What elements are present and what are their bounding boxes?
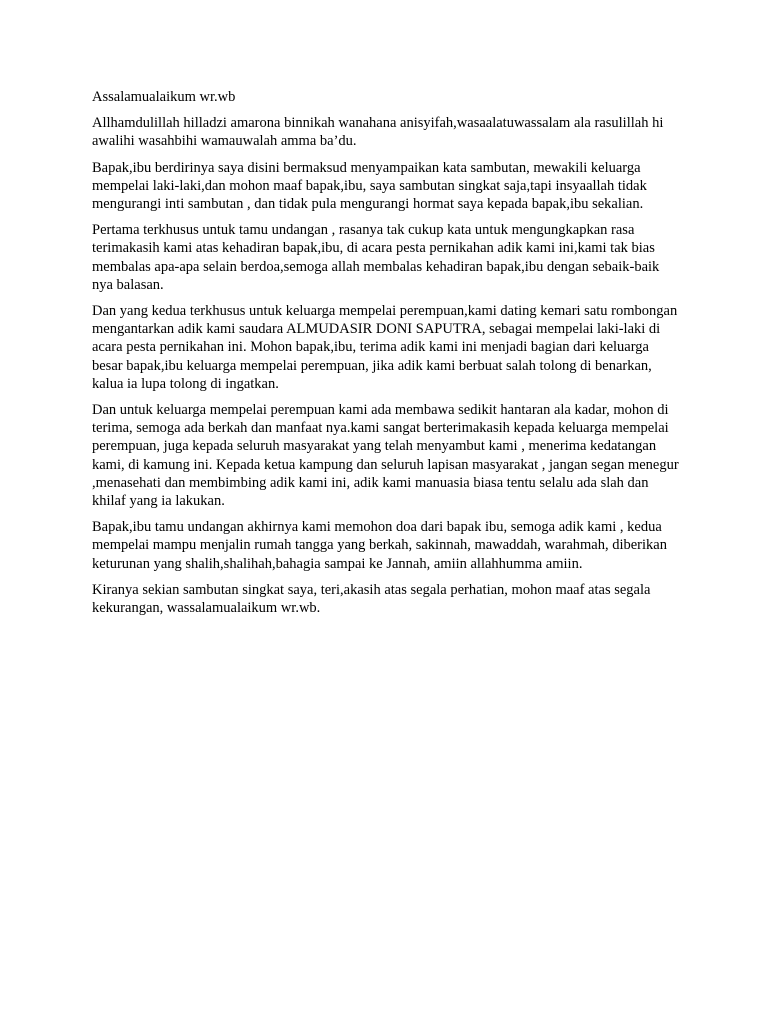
prayer-request-paragraph: Bapak,ibu tamu undangan akhirnya kami memohon doa dari bapak ibu, semoga adik kami , kedua mempelai mampu menjalin rumah tangga yang berkah, sakinnah, mawaddah, warahmah, diberikan keturunan yang shalih,shalihah,bahagia sampai ke Jannah, amiin allahhumma amiin. — [92, 519, 667, 572]
gifts-community-paragraph: Dan untuk keluarga mempelai perempuan kami ada membawa sedikit hantaran ala kadar, mohon di terima, semoga ada berkah dan manfaat nya.kami sangat berterimakasih kepada keluarga mempelai perempuan, juga kepada seluruh masyarakat yang telah menyambut kami , menerima kedatangan kami, di kamung ini. Kepada ketua kampung dan seluruh lapisan masyarakat , jangan segan menegur ,menasehati dan membimbing adik kami ini, adik kami manuasia biasa tentu selalu ada slah dan khilaf yang ia lakukan. — [92, 402, 679, 510]
document-body — [92, 88, 682, 625]
bride-family-paragraph: Dan yang kedua terkhusus untuk keluarga mempelai perempuan,kami dating kemari satu rombongan mengantarkan adik kami saudara ALMUDASIR DONI SAPUTRA, sebagai mempelai laki-laki di acara pesta pernikahan ini. Mohon bapak,ibu, terima adik kami ini menjadi bagian dari keluarga besar bapak,ibu keluarga mempelai perempuan, jika adik kami berbuat salah tolong di benarkan, kalua ia lupa tolong di ingatkan. — [92, 303, 678, 392]
thanks-guests-paragraph: Pertama terkhusus untuk tamu undangan , rasanya tak cukup kata untuk mengungkapkan rasa terimakasih kami atas kehadiran bapak,ibu, di acara pesta pernikahan adik kami ini,kami tak bias membalas apa-apa selain berdoa,semoga allah membalas kehadiran bapak,ibu dengan sebaik-baik nya balasan. — [92, 222, 660, 293]
closing-paragraph: Kiranya sekian sambutan singkat saya, teri,akasih atas segala perhatian, mohon maaf atas segala kekurangan, wassalamualaikum wr.wb. — [92, 581, 651, 617]
introduction-paragraph: Bapak,ibu berdirinya saya disini bermaksud menyampaikan kata sambutan, mewakili keluarga mempelai laki-laki,dan mohon maaf bapak,ibu, saya sambutan singkat saja,tapi insyaallah tidak mengurangi inti sambutan , dan tidak pula mengurangi hormat saya kepada bapak,ibu sekalian. — [92, 159, 647, 213]
opening-prayer-paragraph: Allhamdulillah hilladzi amarona binnikah wanahana anisyifah,wasaalatuwassalam ala rasulillah hi awalihi wasahbihi wamauwalah amma ba’du. — [92, 115, 664, 150]
greeting-paragraph: Assalamualaikum wr.wb — [92, 89, 236, 105]
